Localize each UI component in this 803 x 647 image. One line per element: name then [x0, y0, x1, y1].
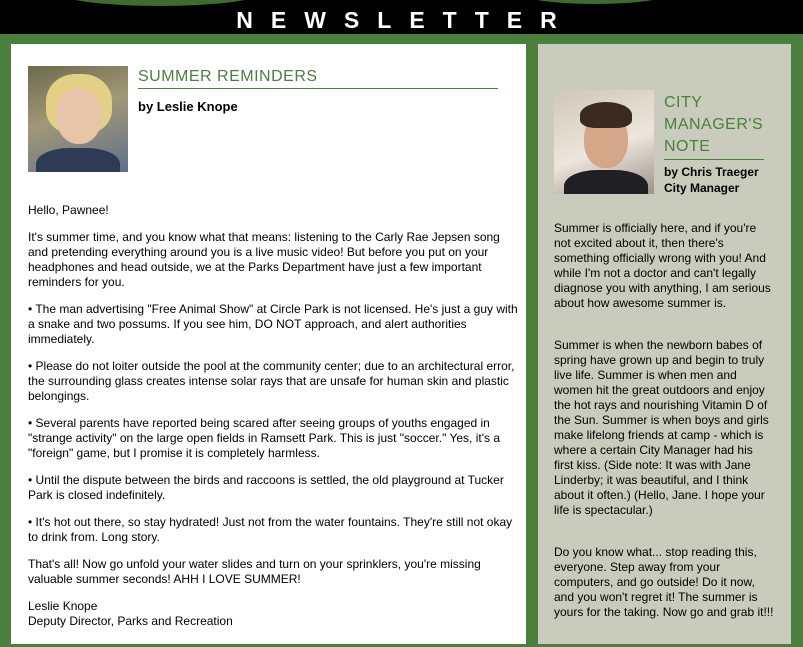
- sidebar-paragraph: Summer is officially here, and if you're not excited about it, then there's something officially wrong with you! And while I'm not a doctor and can't legally diagnose you with anything, I am serious about how awesome summer is.: [554, 221, 771, 310]
- logo-arc: [520, 0, 670, 4]
- article-paragraph: • Several parents have reported being scared after seeing groups of youths engaged in "strange activity" on the large open fields in Ramsett Park. This is just "soccer." Yes, it's a "foreign" game, but I promise it is completely harmless.: [28, 416, 500, 460]
- article-paragraph: It's summer time, and you know what that means: listening to the Carly Rae Jepsen song and pretending everything around you is a live music video! But before you put on your headphones and head outside, we at the Parks Department have just a few important reminders for you.: [28, 230, 500, 289]
- sidebar-paragraph: Do you know what... stop reading this, everyone. Step away from your computers, and go outside! Do it now, and you won't regret it! The summer is yours for the taking. Now go and grab it!!!: [554, 545, 774, 619]
- article-paragraph: • It's hot out there, so stay hydrated! Just not from the water fountains. They're still not okay to drink from. Long story.: [28, 515, 513, 544]
- article-body: [28, 203, 518, 629]
- article-byline: by Leslie Knope: [138, 99, 238, 114]
- sidebar-column: [538, 44, 791, 644]
- main-column: [11, 44, 526, 644]
- photo-hair: [580, 102, 632, 128]
- signature-name: Leslie Knope: [28, 599, 98, 613]
- article-paragraph: Hello, Pawnee!: [28, 203, 109, 217]
- sidebar-title: CITY MANAGER'S NOTE: [664, 92, 764, 160]
- sidebar-body: [554, 221, 774, 647]
- signature-title: Deputy Director, Parks and Recreation: [28, 614, 233, 628]
- article-paragraph: That's all! Now go unfold your water slides and turn on your sprinklers, you're missing valuable summer seconds! AHH I LOVE SUMMER!: [28, 557, 481, 586]
- byline-name: by Chris Traeger: [664, 165, 759, 179]
- byline-title: City Manager: [664, 181, 740, 195]
- sidebar-paragraph: Summer is when the newborn babes of spring have grown up and begin to truly live life. Summer is when men and women hit the great outdoors and enjoy the hot rays and nourishing Vitamin D of the Sun. Summer is when boys and girls make lifelong friends at camp - which is where a certain City Manager had his first kiss. (Side note: It was with Jane Linderby; it was beautiful, and I think about it often.) (Hello, Jane. I hope your life is spectacular.): [554, 338, 769, 517]
- newsletter-masthead: NEWSLETTER: [236, 7, 575, 33]
- author-photo: [28, 66, 128, 172]
- article-paragraph: • The man advertising "Free Animal Show" at Circle Park is not licensed. He's just a guy with a snake and two possums. If you see him, DO NOT approach, and alert authorities immediately.: [28, 302, 518, 346]
- article-paragraph: • Please do not loiter outside the pool at the community center; due to an architectural error, the surrounding glass creates intense solar rays that are unsafe for human skin and plastic belongings.: [28, 359, 515, 403]
- article-title: SUMMER REMINDERS: [138, 68, 498, 89]
- photo-body: [564, 170, 648, 194]
- article-paragraph: • Until the dispute between the birds and raccoons is settled, the old playground at Tucker Park is closed indefinitely.: [28, 473, 504, 502]
- photo-body: [36, 148, 120, 172]
- sidebar-byline: [664, 164, 759, 196]
- author-photo: [554, 90, 654, 194]
- photo-face: [56, 88, 102, 144]
